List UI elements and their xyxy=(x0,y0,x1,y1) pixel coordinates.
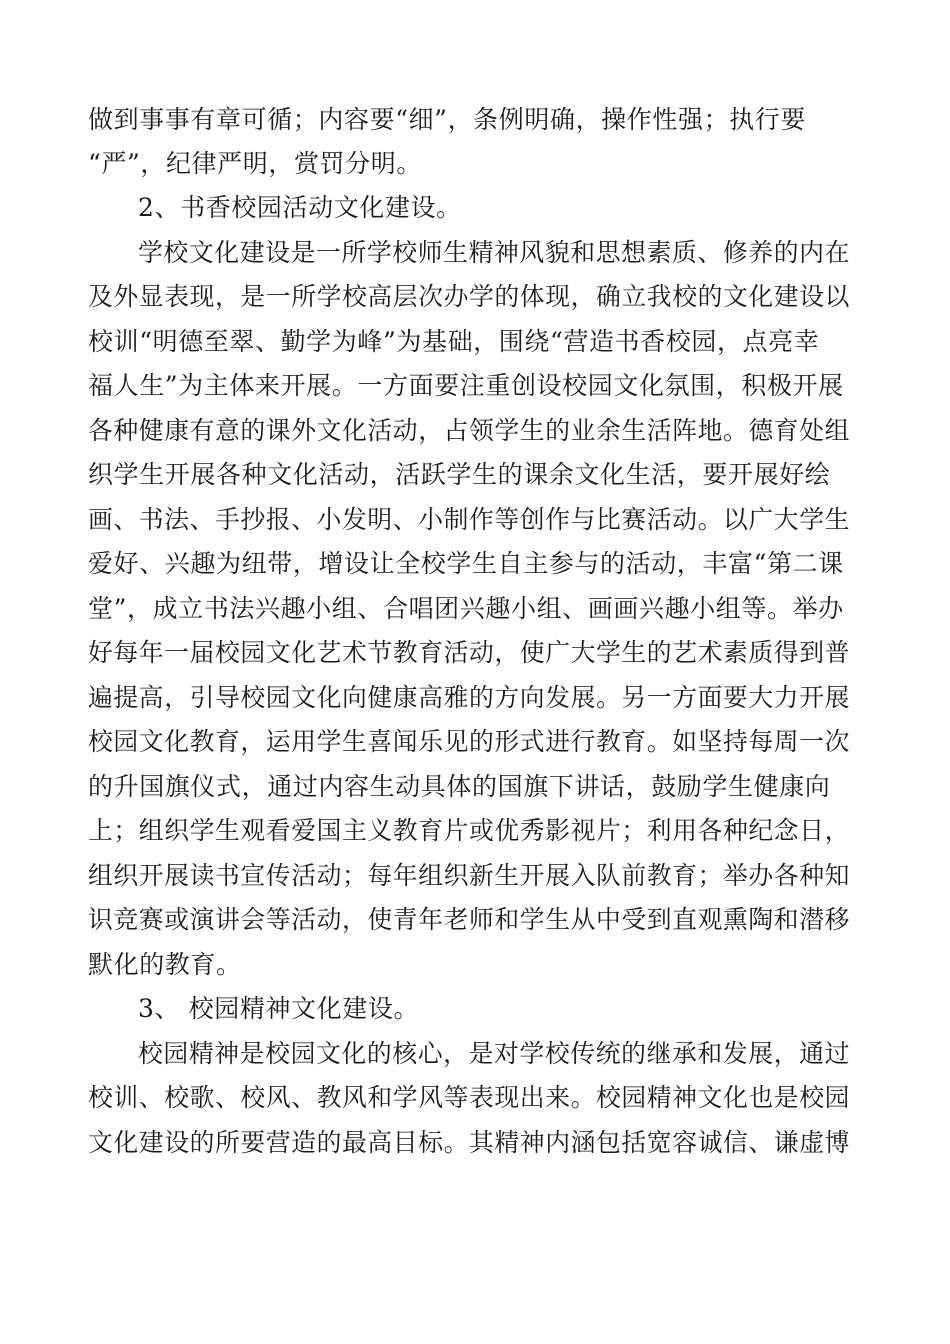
line-text: 默化的教育。 xyxy=(88,950,242,979)
text-line xyxy=(0,943,950,987)
text-line xyxy=(0,542,950,586)
line-text: 画、书法、手抄报、小发明、小制作等创作与比赛活动。以广大学生 xyxy=(88,505,851,534)
line-text: 校园文化教育，运用学生喜闻乐见的形式进行教育。如坚持每周一次 xyxy=(88,727,851,756)
text-line xyxy=(0,1121,950,1165)
section-heading xyxy=(0,186,950,230)
text-line xyxy=(0,898,950,942)
line-text: 文化建设的所要营造的最高目标。其精神内涵包括宽容诚信、谦虚博 xyxy=(88,1128,851,1157)
text-line xyxy=(0,854,950,898)
text-line xyxy=(0,587,950,631)
line-text: 上；组织学生观看爱国主义教育片或优秀影视片；利用各种纪念日， xyxy=(88,816,851,845)
text-line xyxy=(0,275,950,319)
text-line xyxy=(0,809,950,853)
line-text: 各种健康有意的课外文化活动，占领学生的业余生活阵地。德育处组 xyxy=(88,416,851,445)
line-text: 遍提高，引导校园文化向健康高雅的方向发展。另一方面要大力开展 xyxy=(88,683,851,712)
text-line xyxy=(0,676,950,720)
text-line xyxy=(0,1076,950,1120)
line-text: 爱好、兴趣为纽带，增设让全校学生自主参与的活动，丰富“第二课 xyxy=(88,549,844,578)
line-text: 组织开展读书宣传活动；每年组织新生开展入队前教育；举办各种知 xyxy=(88,861,851,890)
text-line xyxy=(0,453,950,497)
line-text: 的升国旗仪式，通过内容生动具体的国旗下讲话，鼓励学生健康向 xyxy=(88,772,831,801)
text-line xyxy=(0,765,950,809)
text-line xyxy=(0,364,950,408)
text-line xyxy=(0,498,950,542)
line-text: 校训、校歌、校风、教风和学风等表现出来。校园精神文化也是校园 xyxy=(88,1083,851,1112)
text-line xyxy=(0,720,950,764)
line-text: 及外显表现，是一所学校高层次办学的体现，确立我校的文化建设以 xyxy=(88,282,851,311)
text-line xyxy=(0,320,950,364)
line-text: 学校文化建设是一所学校师生精神风貌和思想素质、修养的内在 xyxy=(138,238,851,267)
line-text: 织学生开展各种文化活动，活跃学生的课余文化生活，要开展好绘 xyxy=(88,460,831,489)
line-text: 好每年一届校园文化艺术节教育活动，使广大学生的艺术素质得到普 xyxy=(88,638,851,667)
line-text: 2、书香校园活动文化建设。 xyxy=(138,193,462,222)
line-text: “严”，纪律严明，赏罚分明。 xyxy=(88,149,422,178)
line-text: 堂”，成立书法兴趣小组、合唱团兴趣小组、画画兴趣小组等。举办 xyxy=(88,594,844,623)
text-line xyxy=(0,231,950,275)
text-line xyxy=(0,98,950,142)
text-line xyxy=(0,631,950,675)
line-text: 识竞赛或演讲会等活动，使青年老师和学生从中受到直观熏陶和潜移 xyxy=(88,905,851,934)
line-text: 3、 校园精神文化建设。 xyxy=(138,994,420,1023)
text-line xyxy=(0,142,950,186)
line-text: 校园精神是校园文化的核心，是对学校传统的继承和发展，通过 xyxy=(138,1039,851,1068)
text-line xyxy=(0,1032,950,1076)
line-text: 校训“明德至翠、勤学为峰”为基础，围绕“营造书香校园，点亮幸 xyxy=(88,327,820,356)
line-text: 做到事事有章可循；内容要“细”，条例明确，操作性强；执行要 xyxy=(88,105,806,134)
section-heading xyxy=(0,987,950,1031)
text-line xyxy=(0,409,950,453)
line-text: 福人生”为主体来开展。一方面要注重创设校园文化氛围，积极开展 xyxy=(88,371,844,400)
